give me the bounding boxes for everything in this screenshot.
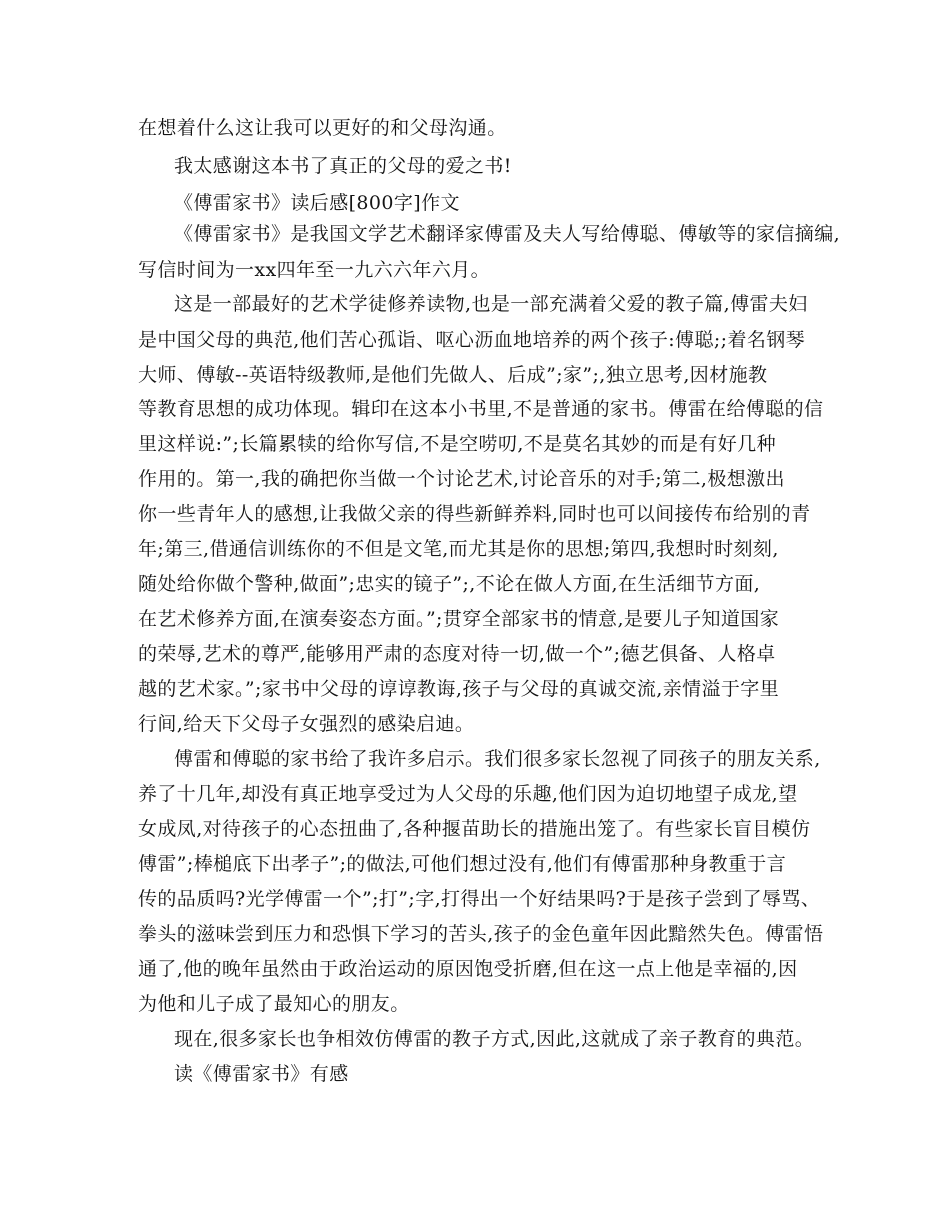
text-line: 里这样说:”;长篇累犊的给你写信,不是空唠叨,不是莫名其妙的而是有好几种	[138, 433, 776, 455]
text-line: 在艺术修养方面,在演奏姿态方面。”;贯穿全部家书的情意,是要儿子知道国家	[138, 608, 780, 630]
text-line: 作用的。第一,我的确把你当做一个讨论艺术,讨论音乐的对手;第二,极想激出	[138, 468, 785, 490]
text-line: 你一些青年人的感想,让我做父亲的得些新鲜养料,同时也可以间接传布给别的青	[138, 503, 811, 525]
text-line: 傅雷”;棒槌底下出孝子”;的做法,可他们想过没有,他们有傅雷那种身教重于言	[138, 853, 787, 875]
text-line: 随处给你做个警种,做面”;忠实的镜子”;,不论在做人方面,在生活细节方面,	[138, 573, 761, 595]
section-heading: 《傅雷家书》读后感[800字]作文	[174, 192, 460, 214]
text-line: 傅雷和傅聪的家书给了我许多启示。我们很多家长忽视了同孩子的朋友关系,	[174, 748, 821, 770]
text-line: 《傅雷家书》是我国文学艺术翻译家傅雷及夫人写给傅聪、傅敏等的家信摘编,	[174, 223, 841, 245]
text-line: 我太感谢这本书了真正的父母的爱之书!	[174, 155, 512, 177]
text-line: 现在,很多家长也争相效仿傅雷的教子方式,因此,这就成了亲子教育的典范。	[174, 1028, 815, 1050]
text-line: 为他和儿子成了最知心的朋友。	[138, 993, 410, 1015]
text-line: 在想着什么这让我可以更好的和父母沟通。	[138, 117, 507, 139]
text-line: 写信时间为一xx四年至一九六六年六月。	[138, 259, 491, 281]
text-line: 行间,给天下父母子女强烈的感染启迪。	[138, 713, 475, 735]
text-line: 女成凤,对待孩子的心态扭曲了,各种揠苗助长的措施出笼了。有些家长盲目模仿	[138, 818, 811, 840]
text-line: 拳头的滋味尝到压力和恐惧下学习的苦头,孩子的金色童年因此黯然失色。傅雷悟	[138, 923, 824, 945]
section-heading: 读《傅雷家书》有感	[174, 1063, 349, 1085]
text-line: 这是一部最好的艺术学徒修养读物,也是一部充满着父爱的教子篇,傅雷夫妇	[174, 293, 808, 315]
text-line: 通了,他的晚年虽然由于政治运动的原因饱受折磨,但在这一点上他是幸福的,因	[138, 958, 798, 980]
text-line: 养了十几年,却没有真正地享受过为人父母的乐趣,他们因为迫切地望子成龙,望	[138, 783, 798, 805]
text-line: 越的艺术家。”;家书中父母的谆谆教诲,孩子与父母的真诚交流,亲情溢于字里	[138, 678, 780, 700]
text-line: 大师、傅敏--英语特级教师,是他们先做人、后成”;家”;,独立思考,因材施教	[138, 364, 768, 386]
text-line: 的荣辱,艺术的尊严,能够用严肃的态度对待一切,做一个”;德艺俱备、人格卓	[138, 643, 776, 665]
text-line: 是中国父母的典范,他们苦心孤诣、呕心沥血地培养的两个孩子:傅聪;;着名钢琴	[138, 329, 806, 351]
text-line: 年;第三,借通信训练你的不但是文笔,而尤其是你的思想;第四,我想时时刻刻,	[138, 538, 779, 560]
text-line: 传的品质吗?光学傅雷一个”;打”;字,打得出一个好结果吗?于是孩子尝到了辱骂、	[138, 888, 821, 910]
text-line: 等教育思想的成功体现。辑印在这本小书里,不是普通的家书。傅雷在给傅聪的信	[138, 398, 824, 420]
